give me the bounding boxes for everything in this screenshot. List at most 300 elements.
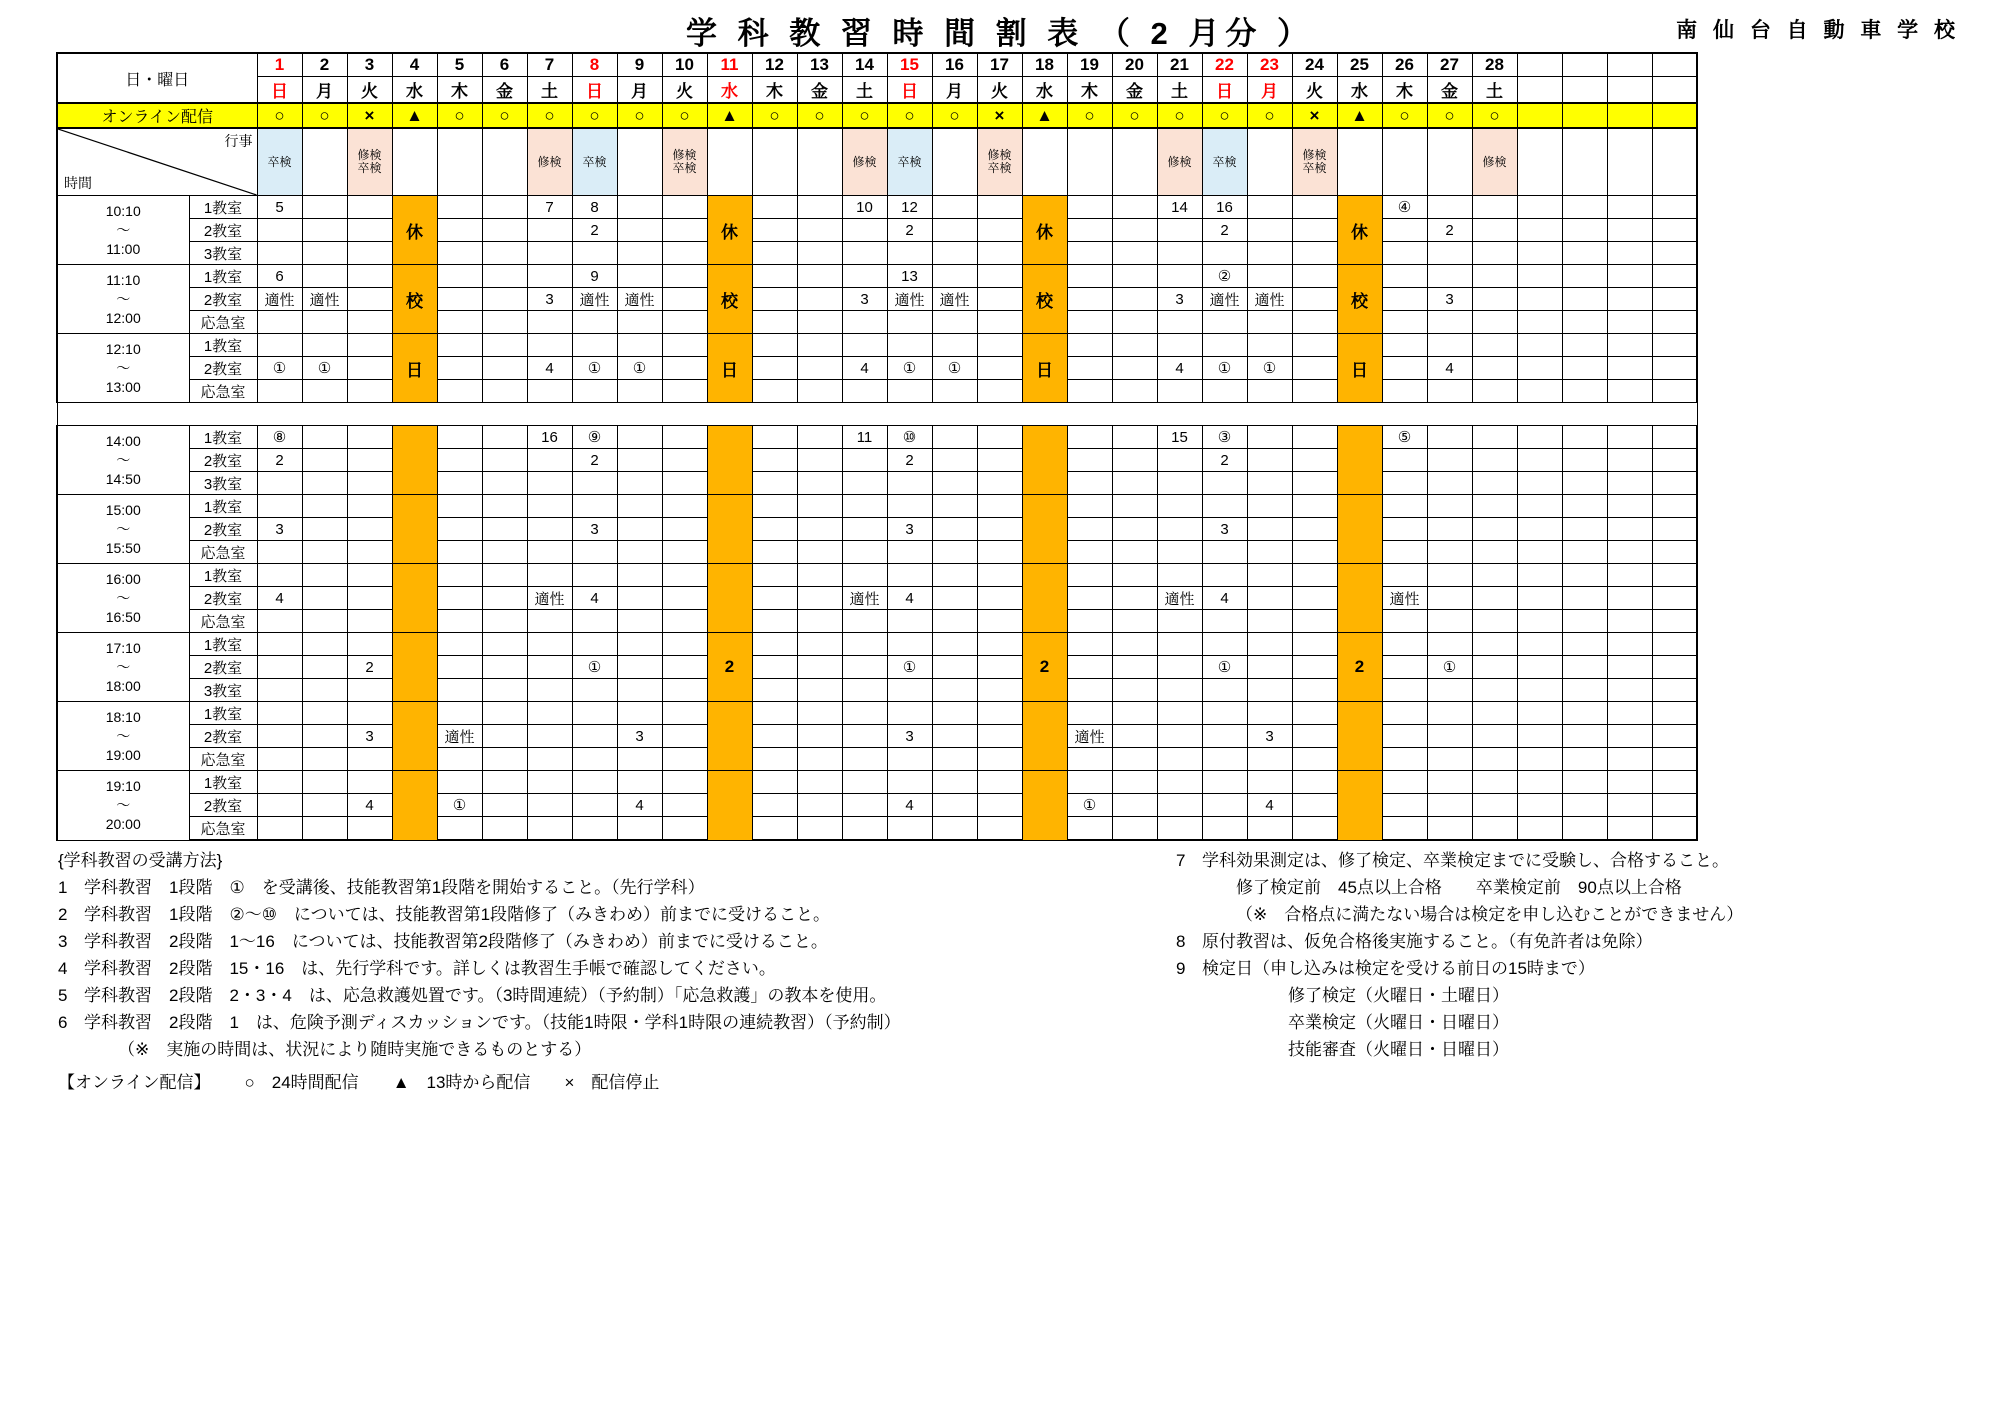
online-status: ▲: [1022, 103, 1067, 128]
weekday-header-blank: [1562, 77, 1607, 104]
lesson-cell-empty: [1067, 748, 1112, 771]
lesson-cell-empty: [797, 679, 842, 702]
lesson-cell-empty: [437, 334, 482, 357]
lesson-cell-empty: [1067, 702, 1112, 725]
lesson-cell-empty: [932, 495, 977, 518]
lesson-cell-empty: [1517, 518, 1562, 541]
lesson-cell-empty: [887, 702, 932, 725]
lesson-cell-empty: [932, 656, 977, 679]
date-header: 18: [1022, 53, 1067, 77]
lesson-cell-empty: [1562, 564, 1607, 587]
lesson-cell: 3: [887, 725, 932, 748]
lesson-cell: 3: [617, 725, 662, 748]
online-status: ○: [842, 103, 887, 128]
lesson-cell-empty: [1292, 679, 1337, 702]
event-cell-empty: [1427, 128, 1472, 196]
lesson-cell-empty: [1382, 541, 1427, 564]
lesson-cell-empty: [1652, 679, 1697, 702]
lesson-cell-empty: [752, 610, 797, 633]
lesson-cell-empty: [932, 771, 977, 794]
lesson-cell-empty: [1292, 265, 1337, 288]
lesson-cell-empty: [977, 472, 1022, 495]
lesson-cell-empty: [797, 495, 842, 518]
schedule-row: [57, 196, 1697, 219]
lesson-cell-empty: [617, 771, 662, 794]
online-status: ▲: [707, 103, 752, 128]
lesson-cell-empty: [347, 541, 392, 564]
schedule-row: [57, 380, 1697, 403]
note-right-item: [1176, 955, 1966, 982]
lesson-cell: 適性: [527, 587, 572, 610]
date-header: 25: [1337, 53, 1382, 77]
lesson-cell-empty: [752, 656, 797, 679]
lesson-cell-empty: [842, 564, 887, 587]
notes-title: {学科教習の受講方法}: [58, 851, 223, 870]
lesson-cell-empty: [842, 725, 887, 748]
date-header: 13: [797, 53, 842, 77]
lesson-cell-empty: [887, 472, 932, 495]
room-label: 2教室: [189, 357, 257, 380]
lesson-cell-empty: [1382, 449, 1427, 472]
lesson-cell-empty: [1517, 242, 1562, 265]
holiday-cell: 校: [1337, 265, 1382, 334]
lesson-cell-empty: [1517, 357, 1562, 380]
lesson-cell-empty: [572, 610, 617, 633]
note-left-item: [58, 874, 1118, 901]
lesson-cell-empty: [257, 242, 302, 265]
lesson-cell-empty: [1157, 748, 1202, 771]
note-right-item: [1176, 928, 1966, 955]
lesson-cell: 4: [887, 794, 932, 817]
lesson-cell-empty: [932, 633, 977, 656]
lesson-cell-empty: [257, 702, 302, 725]
lesson-cell-empty: [977, 334, 1022, 357]
schedule-row: [57, 357, 1697, 380]
lesson-cell: 適性: [887, 288, 932, 311]
lesson-cell-empty: [617, 196, 662, 219]
lesson-cell-empty: [662, 656, 707, 679]
lesson-cell-empty: [1067, 334, 1112, 357]
lesson-cell-empty: [482, 541, 527, 564]
lesson-cell-empty: [617, 265, 662, 288]
lesson-cell-empty: [977, 426, 1022, 449]
holiday-cell: 休: [392, 196, 437, 265]
lesson-cell-empty: [1427, 472, 1472, 495]
lesson-cell-empty: [797, 587, 842, 610]
lesson-cell-empty: [302, 748, 347, 771]
lesson-cell: 4: [572, 587, 617, 610]
lesson-cell-empty: [1562, 495, 1607, 518]
note-number: 9: [1176, 959, 1186, 978]
event-cell: 卒検: [257, 128, 302, 196]
lesson-cell-empty: [527, 472, 572, 495]
lesson-cell-empty: [482, 771, 527, 794]
online-status: ○: [662, 103, 707, 128]
lesson-cell-empty: [1292, 242, 1337, 265]
room-label: 1教室: [189, 702, 257, 725]
date-header: 6: [482, 53, 527, 77]
event-cell-empty: [1247, 128, 1292, 196]
lesson-cell-empty: [1247, 633, 1292, 656]
lesson-cell-empty: [572, 334, 617, 357]
lesson-cell-empty: [1112, 357, 1157, 380]
note-number: 6: [58, 1013, 68, 1032]
lesson-cell-empty: [527, 702, 572, 725]
lesson-cell: 4: [887, 587, 932, 610]
weekday-header: 金: [1112, 77, 1157, 104]
lesson-cell-empty: [1427, 702, 1472, 725]
holiday-cell: 日: [1337, 334, 1382, 403]
lesson-cell: 8: [572, 196, 617, 219]
lesson-cell-empty: [752, 334, 797, 357]
lesson-cell-empty: [842, 794, 887, 817]
lesson-cell-empty: [617, 564, 662, 587]
lesson-cell-empty: [1427, 196, 1472, 219]
note-text: 学科教習 2段階 2・3・4 は、応急救護処置です。（3時間連続）（予約制）「応急救護」の教本を使用。: [84, 986, 887, 1005]
lesson-cell-empty: [1382, 794, 1427, 817]
lesson-cell-empty: [842, 702, 887, 725]
lesson-cell-empty: [1652, 633, 1697, 656]
lesson-cell-empty: [617, 311, 662, 334]
lesson-cell-empty: [842, 610, 887, 633]
note-text: 学科教習 1段階 ① を受講後、技能教習第1段階を開始すること。（先行学科）: [84, 878, 705, 897]
lesson-cell: ①: [1247, 357, 1292, 380]
room-label: 1教室: [189, 771, 257, 794]
lesson-cell-empty: [1292, 725, 1337, 748]
lesson-cell-empty: [617, 334, 662, 357]
lesson-cell-empty: [1517, 794, 1562, 817]
lesson-cell-empty: [752, 495, 797, 518]
lesson-cell: 適性: [572, 288, 617, 311]
lesson-cell-empty: [977, 242, 1022, 265]
lesson-cell-empty: [977, 541, 1022, 564]
lesson-cell-empty: [1247, 610, 1292, 633]
lesson-cell: 16: [1202, 196, 1247, 219]
room-label: 2教室: [189, 288, 257, 311]
lesson-cell-empty: [1202, 725, 1247, 748]
lesson-cell-empty: [1382, 725, 1427, 748]
lesson-cell-empty: [752, 564, 797, 587]
lesson-cell-empty: [1382, 610, 1427, 633]
lesson-cell-empty: [1562, 656, 1607, 679]
note-right-item: [1176, 847, 1966, 874]
lesson-cell-empty: [1517, 541, 1562, 564]
lesson-cell-empty: [842, 633, 887, 656]
lesson-cell-empty: [1292, 702, 1337, 725]
room-label: 1教室: [189, 334, 257, 357]
lesson-cell-empty: [1202, 748, 1247, 771]
holiday-cell: 日: [392, 334, 437, 403]
lesson-cell-empty: [1247, 541, 1292, 564]
lesson-cell-empty: [1067, 426, 1112, 449]
lesson-cell-empty: [347, 472, 392, 495]
room-label: 1教室: [189, 196, 257, 219]
lesson-cell-empty: [257, 495, 302, 518]
lesson-cell-empty: [1382, 518, 1427, 541]
lesson-cell: 6: [257, 265, 302, 288]
date-header: 28: [1472, 53, 1517, 77]
date-header: 5: [437, 53, 482, 77]
lesson-cell-empty: [1427, 518, 1472, 541]
spacer-cell: [57, 403, 1697, 426]
lesson-cell-empty: [977, 679, 1022, 702]
note-text: 検定日（申し込みは検定を受ける前日の15時まで）: [1202, 959, 1595, 978]
event-cell-empty: [797, 128, 842, 196]
online-legend-label: 【オンライン配信】: [58, 1073, 211, 1092]
lesson-cell-empty: [1472, 380, 1517, 403]
lesson-cell-empty: [932, 219, 977, 242]
schedule-row: [57, 518, 1697, 541]
lesson-cell-empty: [887, 679, 932, 702]
lesson-cell-empty: [527, 610, 572, 633]
lesson-cell-empty: [1202, 794, 1247, 817]
lesson-cell-empty: [347, 357, 392, 380]
lesson-cell-empty: [1517, 564, 1562, 587]
online-status: ○: [887, 103, 932, 128]
lesson-cell-empty: [1652, 564, 1697, 587]
online-status: ○: [797, 103, 842, 128]
lesson-cell-empty: [1472, 771, 1517, 794]
lesson-cell-empty: [257, 311, 302, 334]
holiday-cell: 校: [392, 265, 437, 334]
lesson-cell-empty: [752, 702, 797, 725]
lesson-cell-empty: [662, 794, 707, 817]
lesson-cell-empty: [1562, 196, 1607, 219]
lesson-cell-empty: [1472, 679, 1517, 702]
online-status: ○: [437, 103, 482, 128]
lesson-cell: 適性: [1067, 725, 1112, 748]
lesson-cell-empty: [1427, 633, 1472, 656]
holiday-cell: [1022, 702, 1067, 771]
event-cell-empty: [1112, 128, 1157, 196]
lesson-cell-empty: [527, 633, 572, 656]
lesson-cell: 適性: [257, 288, 302, 311]
online-status: ▲: [1337, 103, 1382, 128]
lesson-cell: ③: [1202, 426, 1247, 449]
lesson-cell-empty: [572, 472, 617, 495]
lesson-cell-empty: [437, 311, 482, 334]
lesson-cell-empty: [977, 449, 1022, 472]
lesson-cell-empty: [1517, 748, 1562, 771]
schedule-row: [57, 288, 1697, 311]
room-label: 3教室: [189, 679, 257, 702]
lesson-cell-empty: [1157, 633, 1202, 656]
lesson-cell: 適性: [1202, 288, 1247, 311]
lesson-cell-empty: [797, 541, 842, 564]
lesson-cell-empty: [1382, 472, 1427, 495]
lesson-cell-empty: [977, 380, 1022, 403]
lesson-cell-empty: [887, 334, 932, 357]
lesson-cell-empty: [1517, 771, 1562, 794]
lesson-cell-empty: [437, 771, 482, 794]
lesson-cell-empty: [1247, 449, 1292, 472]
lesson-cell-empty: [752, 426, 797, 449]
lesson-cell-empty: [977, 817, 1022, 841]
event-cell-empty: [1652, 128, 1697, 196]
lesson-cell-empty: [797, 794, 842, 817]
lesson-cell: 3: [347, 725, 392, 748]
lesson-cell-empty: [1292, 334, 1337, 357]
holiday-cell: 休: [707, 196, 752, 265]
note-right-item: [1176, 1009, 1966, 1036]
lesson-cell-empty: [1157, 472, 1202, 495]
lesson-cell-empty: [1292, 633, 1337, 656]
lesson-cell-empty: [1607, 564, 1652, 587]
weekday-header: 木: [1067, 77, 1112, 104]
lesson-cell-empty: [302, 311, 347, 334]
lesson-cell-empty: [1292, 656, 1337, 679]
lesson-cell-empty: [1202, 702, 1247, 725]
date-header: 2: [302, 53, 347, 77]
lesson-cell-empty: [1112, 242, 1157, 265]
lesson-cell-empty: [1112, 288, 1157, 311]
lesson-cell-empty: [572, 311, 617, 334]
online-status: ○: [482, 103, 527, 128]
weekday-header: 木: [752, 77, 797, 104]
date-header: 7: [527, 53, 572, 77]
note-number: 1: [58, 878, 68, 897]
lesson-cell-empty: [662, 334, 707, 357]
lesson-cell-empty: [1112, 449, 1157, 472]
schedule-row: [57, 564, 1697, 587]
lesson-cell-empty: [797, 357, 842, 380]
lesson-cell-empty: [797, 817, 842, 841]
weekday-header: 土: [527, 77, 572, 104]
lesson-cell: 適性: [1382, 587, 1427, 610]
lesson-cell: 14: [1157, 196, 1202, 219]
lesson-cell-empty: [1472, 311, 1517, 334]
lesson-cell-empty: [752, 380, 797, 403]
lesson-cell-empty: [302, 541, 347, 564]
lesson-cell-empty: [1067, 518, 1112, 541]
lesson-cell-empty: [482, 449, 527, 472]
lesson-cell-empty: [977, 311, 1022, 334]
date-header: 15: [887, 53, 932, 77]
lesson-cell-empty: [842, 656, 887, 679]
holiday-cell: [1337, 564, 1382, 633]
lesson-cell-empty: [1067, 564, 1112, 587]
lesson-cell-empty: [977, 656, 1022, 679]
schedule-row: [57, 311, 1697, 334]
lesson-cell: 2: [572, 219, 617, 242]
lesson-cell-empty: [662, 495, 707, 518]
lesson-cell-empty: [572, 794, 617, 817]
lesson-cell-empty: [662, 219, 707, 242]
lesson-cell-empty: [842, 771, 887, 794]
lesson-cell-empty: [1427, 242, 1472, 265]
note-text: 学科教習 1段階 ②〜⑩ については、技能教習第1段階修了（みきわめ）前までに受けること。: [84, 905, 831, 924]
schedule-row: [57, 817, 1697, 841]
lesson-cell-empty: [1067, 311, 1112, 334]
room-label: 2教室: [189, 656, 257, 679]
lesson-cell-empty: [1517, 288, 1562, 311]
lesson-cell-empty: [1472, 265, 1517, 288]
lesson-cell-empty: [1607, 610, 1652, 633]
lesson-cell: ①: [1202, 357, 1247, 380]
lesson-cell-empty: [842, 541, 887, 564]
lesson-cell-empty: [1652, 702, 1697, 725]
weekday-header: 月: [302, 77, 347, 104]
lesson-cell-empty: [347, 334, 392, 357]
lesson-cell-empty: [932, 564, 977, 587]
lesson-cell-empty: [977, 748, 1022, 771]
lesson-cell-empty: [302, 771, 347, 794]
lesson-cell-empty: [1472, 702, 1517, 725]
weekday-header: 月: [617, 77, 662, 104]
lesson-cell: 4: [1247, 794, 1292, 817]
lesson-cell-empty: [797, 518, 842, 541]
weekday-header-blank: [1517, 77, 1562, 104]
event-cell: 修検 卒検: [1292, 128, 1337, 196]
lesson-cell-empty: [1472, 495, 1517, 518]
note-text: 学科効果測定は、修了検定、卒業検定までに受験し、合格すること。: [1202, 851, 1729, 870]
note-text: 修了検定前 45点以上合格 卒業検定前 90点以上合格: [1236, 878, 1682, 897]
lesson-cell: 9: [572, 265, 617, 288]
holiday-cell: 2: [707, 633, 752, 702]
lesson-cell-empty: [1067, 495, 1112, 518]
schedule-row: [57, 472, 1697, 495]
event-cell-empty: [1067, 128, 1112, 196]
lesson-cell-empty: [617, 610, 662, 633]
holiday-cell: [1337, 702, 1382, 771]
lesson-cell-empty: [977, 196, 1022, 219]
lesson-cell-empty: [1112, 472, 1157, 495]
holiday-cell: [1022, 426, 1067, 495]
lesson-cell-empty: [1562, 288, 1607, 311]
schedule-row: [57, 679, 1697, 702]
lesson-cell-empty: [347, 426, 392, 449]
holiday-cell: [1022, 771, 1067, 841]
lesson-cell-empty: [257, 541, 302, 564]
lesson-cell-empty: [1652, 656, 1697, 679]
room-label: 1教室: [189, 495, 257, 518]
lesson-cell-empty: [887, 610, 932, 633]
lesson-cell-empty: [1427, 311, 1472, 334]
lesson-cell-empty: [1112, 265, 1157, 288]
lesson-cell-empty: [662, 357, 707, 380]
lesson-cell-empty: [1112, 380, 1157, 403]
lesson-cell-empty: [662, 426, 707, 449]
lesson-cell-empty: [347, 219, 392, 242]
lesson-cell-empty: [527, 334, 572, 357]
lesson-cell-empty: [302, 794, 347, 817]
online-status: ○: [302, 103, 347, 128]
lesson-cell-empty: [662, 633, 707, 656]
lesson-cell-empty: [1472, 725, 1517, 748]
spacer-row: [57, 403, 1697, 426]
lesson-cell-empty: [662, 311, 707, 334]
lesson-cell-empty: [482, 817, 527, 841]
lesson-cell-empty: [617, 472, 662, 495]
lesson-cell-empty: [932, 334, 977, 357]
holiday-cell: 2: [1022, 633, 1067, 702]
note-text: 学科教習 2段階 1〜16 については、技能教習第2段階修了（みきわめ）前までに受けること。: [84, 932, 828, 951]
lesson-cell: ①: [437, 794, 482, 817]
lesson-cell-empty: [1517, 656, 1562, 679]
lesson-cell-empty: [1382, 219, 1427, 242]
lesson-cell-empty: [1607, 219, 1652, 242]
lesson-cell-empty: [482, 196, 527, 219]
weekday-header: 日: [1202, 77, 1247, 104]
lesson-cell-empty: [1652, 242, 1697, 265]
lesson-cell-empty: [1112, 725, 1157, 748]
lesson-cell-empty: [302, 219, 347, 242]
lesson-cell-empty: [1517, 380, 1562, 403]
lesson-cell-empty: [1472, 633, 1517, 656]
lesson-cell-empty: [527, 725, 572, 748]
lesson-cell-empty: [1427, 495, 1472, 518]
lesson-cell-empty: [752, 748, 797, 771]
